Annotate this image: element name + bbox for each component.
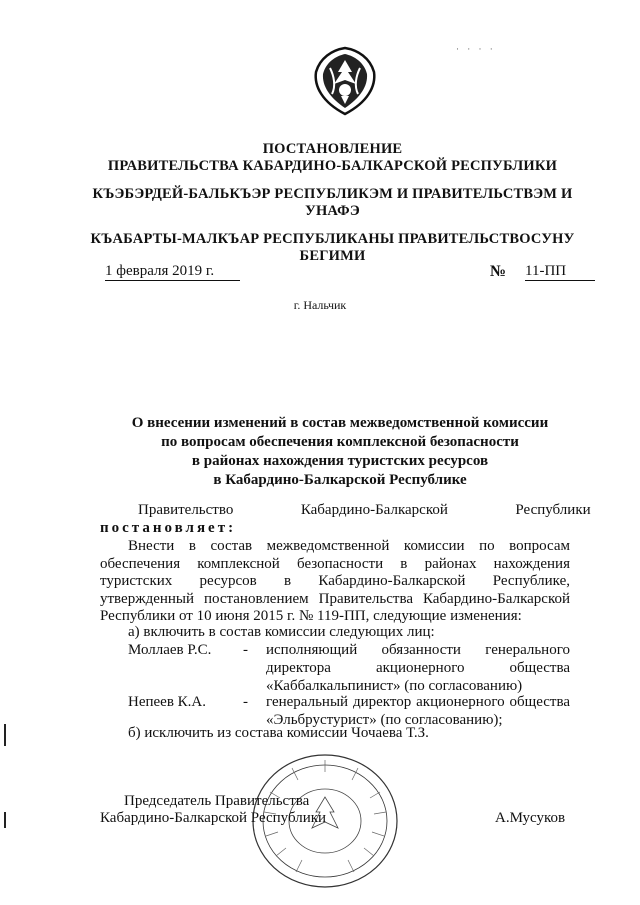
subject-heading <box>100 414 580 490</box>
person-name: Моллаев Р.С. <box>128 642 212 658</box>
coat-of-arms-emblem <box>312 46 378 116</box>
scan-edge-mark <box>4 812 6 828</box>
subject-line: в районах нахождения туристских ресурсов <box>191 453 489 469</box>
person-description <box>266 693 570 729</box>
city: г. Нальчик <box>293 298 347 312</box>
issuer-title: ПРАВИТЕЛЬСТВА КАБАРДИНО-БАЛКАРСКОЙ РЕСПУБЛИКИ <box>107 158 558 174</box>
date-number-row <box>105 263 590 283</box>
document-number: 11-ПП <box>525 263 595 281</box>
balkar-title-line1: КЪАБАРТЫ-МАЛКЪАР РЕСПУБЛИКАНЫ ПРАВИТЕЛЬСТВОСУНУ <box>90 231 575 247</box>
preamble: Правительство Кабардино-Балкарской Республики <box>138 502 591 518</box>
person-dash: - <box>243 642 248 658</box>
document-date: 1 февраля 2019 г. <box>105 263 240 281</box>
signature-role: Председатель Правительства <box>124 793 310 809</box>
resolves-word: постановляет: <box>100 520 237 536</box>
kabardian-title-line2: УНАФЭ <box>305 203 360 219</box>
person-description-last: «Каббалкальпинист» (по согласованию) <box>266 678 523 694</box>
person-description-main: генеральный директор акционерного общества <box>266 694 570 710</box>
scan-dots: · · · · <box>456 44 496 54</box>
person-description <box>266 641 570 695</box>
subject-line: О внесении изменений в состав межведомственной комиссии <box>131 415 549 431</box>
person-description-main: исполняющий обязанности генерального директора акционерного общества <box>266 642 570 676</box>
item-a: а) включить в состав комиссии следующих лиц: <box>128 624 435 640</box>
signatory-name: А.Мусуков <box>495 810 566 826</box>
person-description-last: «Эльбрустурист» (по согласованию); <box>266 712 503 728</box>
balkar-title-line2: БЕГИМИ <box>299 248 366 264</box>
subject-line: по вопросам обеспечения комплексной безопасности <box>161 434 519 450</box>
subject-line: в Кабардино-Балкарской Республике <box>213 472 467 488</box>
person-name: Непеев К.А. <box>128 694 207 710</box>
number-label: № <box>490 263 507 280</box>
person-dash: - <box>243 694 248 710</box>
kabardian-title-line1: КЪЭБЭРДЕЙ-БАЛЬКЪЭР РЕСПУБЛИКЭМ И ПРАВИТЕЛЬСТВЭМ И <box>92 186 573 202</box>
doc-type-title: ПОСТАНОВЛЕНИЕ <box>262 141 403 157</box>
signature-role-org: Кабардино-Балкарской Республики <box>100 810 327 826</box>
scan-edge-mark <box>4 724 6 746</box>
item-b: б) исключить из состава комиссии Чочаева Т.З. <box>128 725 429 741</box>
main-paragraph: Внести в состав межведомственной комиссии по вопросам обеспечения комплексной безопасности в районах нахождения туристских ресурсов в Кабардино-Балкарской Республике, утвержденный постановлением Правительства Кабардино-Балкарской Республики от 10 июня 2015 г. № 119-ПП, следующие изменения: <box>100 538 570 624</box>
